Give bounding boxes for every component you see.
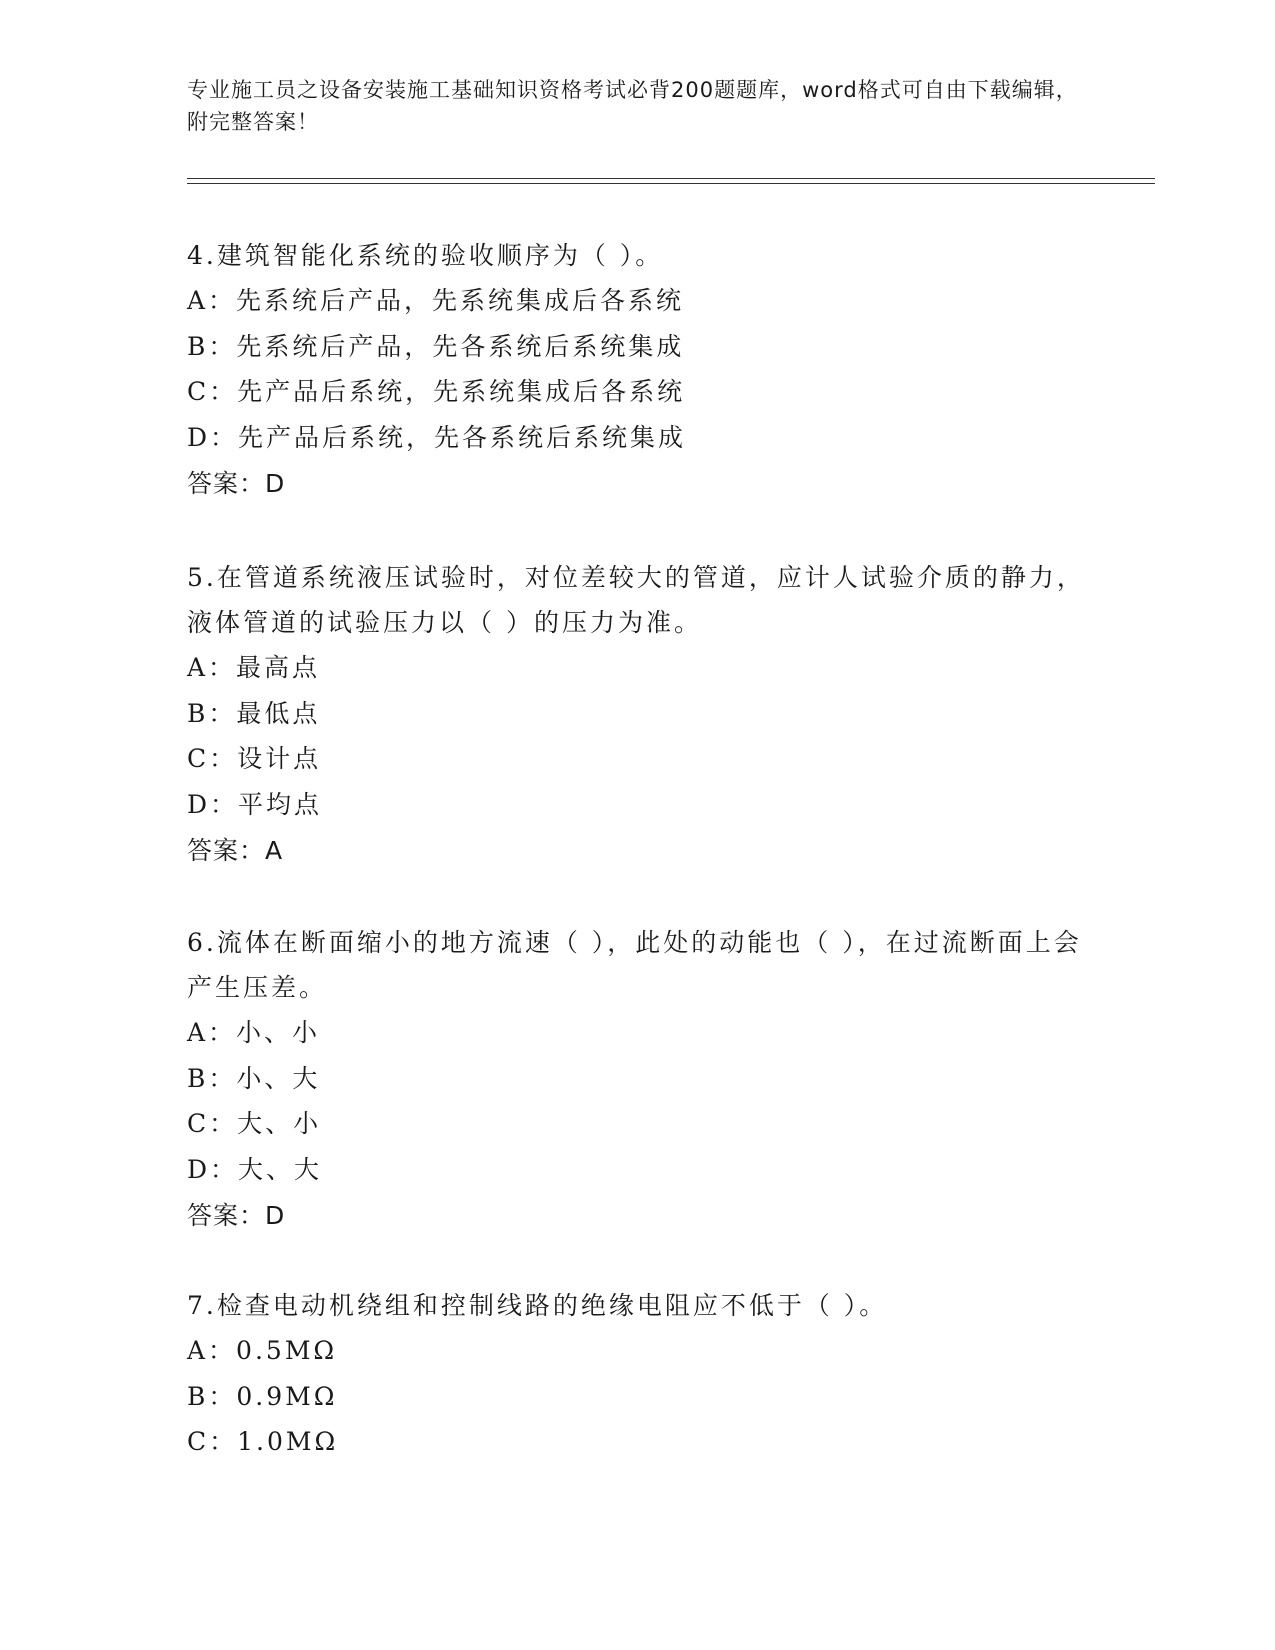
option-b: B：先系统后产品，先各系统后系统集成 (187, 331, 685, 361)
option-a: A：最高点 (187, 653, 321, 682)
header-divider-bottom (187, 183, 1155, 184)
option-a: A：0.5MΩ (187, 1336, 338, 1365)
option-a: A：小、小 (187, 1018, 321, 1047)
option-d: D：先产品后系统，先各系统后系统集成 (187, 422, 687, 452)
answer-line: 答案：A (187, 836, 284, 865)
answer-line: 答案：D (187, 1201, 286, 1230)
question-7 (187, 1283, 1087, 1465)
option-d: D：平均点 (187, 789, 323, 819)
option-d: D：大、大 (187, 1154, 323, 1184)
option-b: B：0.9MΩ (187, 1381, 338, 1411)
header-divider-top (187, 178, 1155, 179)
option-a: A：先系统后产品，先系统集成后各系统 (187, 286, 685, 315)
option-c: C：先产品后系统，先系统集成后各系统 (187, 377, 686, 406)
question-4 (187, 233, 1087, 506)
option-b: B：最低点 (187, 698, 321, 728)
question-6 (187, 920, 1087, 1238)
question-5 (187, 555, 1087, 873)
question-stem: 4.建筑智能化系统的验收顺序为（ ）。 (187, 241, 664, 270)
question-stem: 5.在管道系统液压试验时，对位差较大的管道，应计人试验介质的静力，液体管道的试验压力以（ ）的压力为准。 (187, 563, 1085, 637)
question-stem: 7.检查电动机绕组和控制线路的绝缘电阻应不低于（ ）。 (187, 1291, 888, 1320)
option-b: B：小、大 (187, 1063, 321, 1093)
document-header: 专业施工员之设备安装施工基础知识资格考试必背200题题库，word格式可自由下载编辑，附完整答案！ (187, 78, 1078, 134)
answer-line: 答案：D (187, 469, 286, 498)
option-c: C：设计点 (187, 744, 322, 773)
option-c: C：大、小 (187, 1109, 322, 1138)
option-c: C：1.0MΩ (187, 1427, 339, 1456)
question-stem: 6.流体在断面缩小的地方流速（ ），此处的动能也（ ），在过流断面上会产生压差。 (187, 928, 1082, 1002)
